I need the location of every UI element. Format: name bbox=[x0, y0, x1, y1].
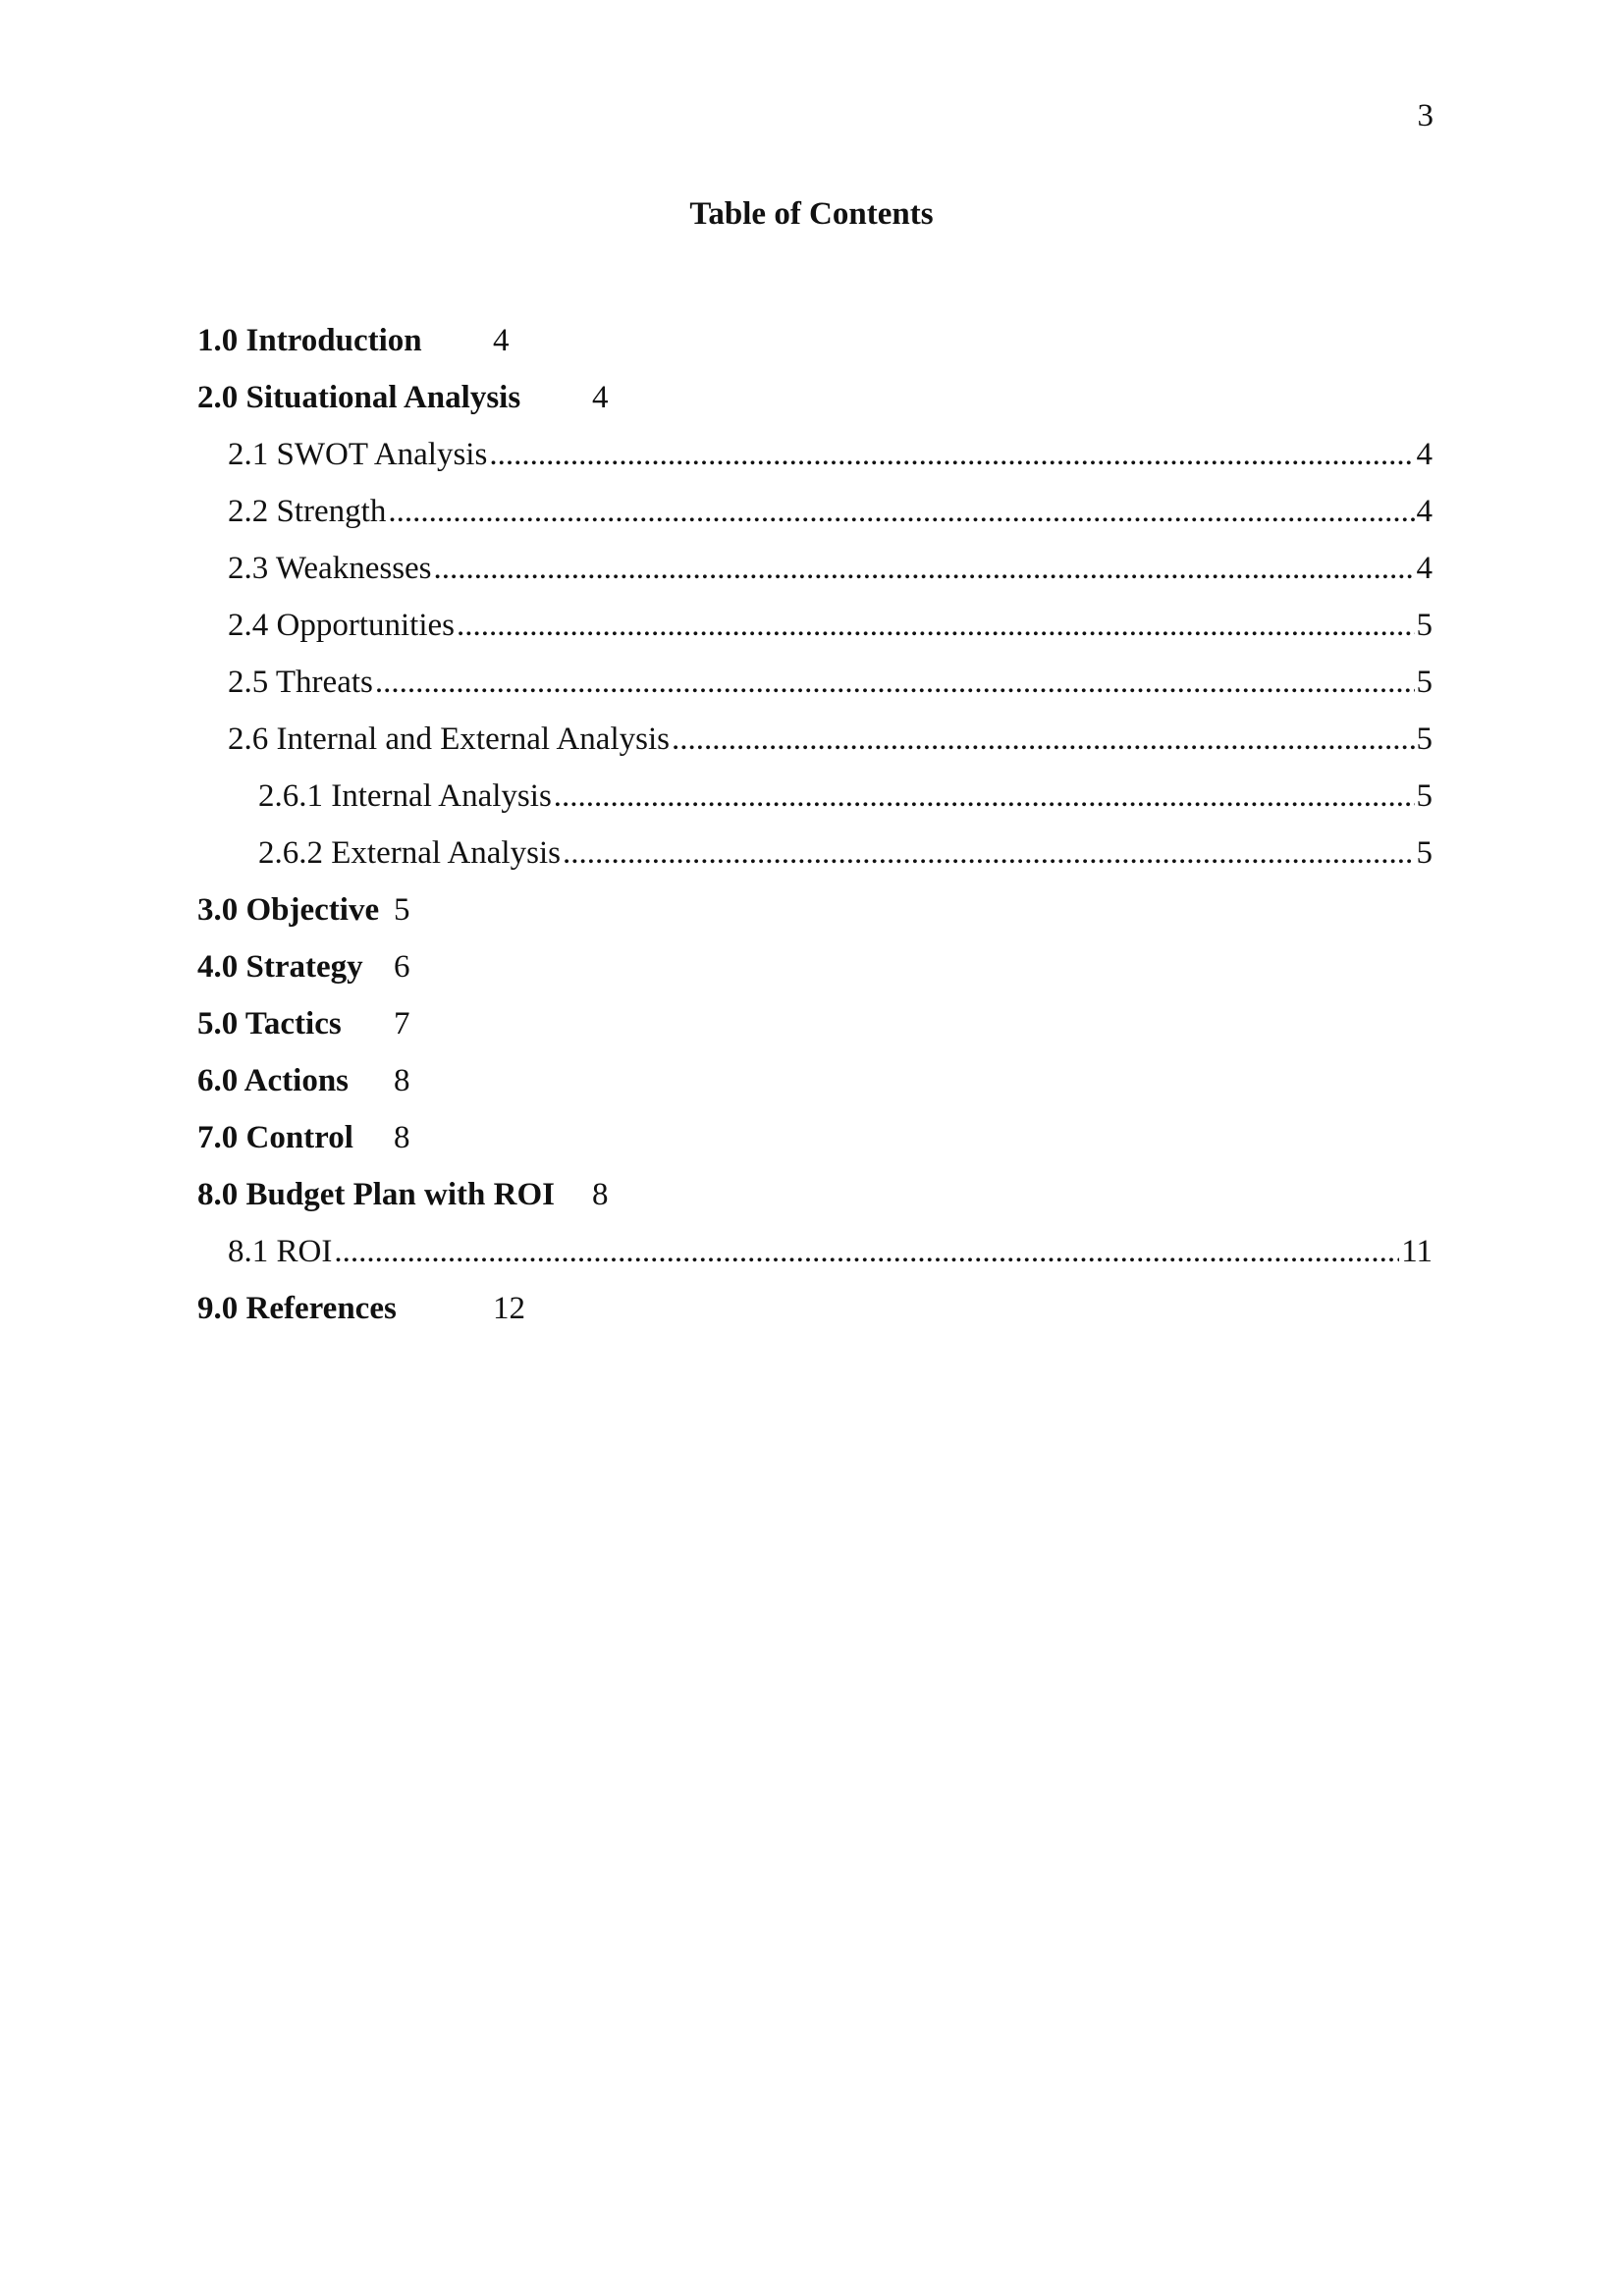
toc-entry-label: 2.6 Internal and External Analysis bbox=[228, 721, 670, 757]
toc-entry-label: 8.1 ROI bbox=[228, 1233, 333, 1269]
toc-entry-page: 4 bbox=[1416, 436, 1433, 472]
toc-entry-objective[interactable] bbox=[197, 881, 1433, 938]
toc-entry-swot-analysis[interactable] bbox=[197, 426, 1433, 483]
toc-entry-label: 9.0 References bbox=[197, 1290, 397, 1326]
dot-leader bbox=[672, 723, 1415, 756]
toc-entry-label: 2.4 Opportunities bbox=[228, 607, 455, 643]
page-number: 3 bbox=[1417, 98, 1434, 133]
toc-entry-page: 5 bbox=[1416, 834, 1433, 871]
toc-entry-label: 2.2 Strength bbox=[228, 493, 387, 529]
toc-entry-label: 6.0 Actions bbox=[197, 1062, 350, 1098]
toc-entry-label: 8.0 Budget Plan with ROI bbox=[197, 1176, 555, 1212]
toc-entry-roi[interactable] bbox=[197, 1223, 1433, 1280]
toc-entry-page: 8 bbox=[592, 1176, 609, 1212]
toc-entry-page: 4 bbox=[1416, 493, 1433, 529]
toc-entry-strategy[interactable] bbox=[197, 938, 1433, 995]
toc-entry-page: 5 bbox=[1416, 721, 1433, 757]
dot-leader bbox=[434, 553, 1415, 585]
dot-leader bbox=[489, 439, 1414, 471]
toc-entry-page: 4 bbox=[1416, 550, 1433, 586]
toc-entry-control[interactable] bbox=[197, 1109, 1433, 1166]
toc-entry-introduction[interactable] bbox=[197, 312, 1433, 369]
toc-entry-weaknesses[interactable] bbox=[197, 540, 1433, 597]
toc-entry-label: 5.0 Tactics bbox=[197, 1005, 342, 1041]
toc-entry-label: 4.0 Strategy bbox=[197, 948, 363, 985]
toc-entry-page: 4 bbox=[493, 322, 510, 358]
dot-leader bbox=[563, 837, 1415, 870]
toc-entry-page: 12 bbox=[493, 1290, 525, 1326]
toc-entry-internal-external-analysis[interactable] bbox=[197, 711, 1433, 768]
toc-entry-page: 7 bbox=[394, 1005, 410, 1041]
toc-entry-label: 2.0 Situational Analysis bbox=[197, 379, 521, 415]
toc-entry-label: 3.0 Objective bbox=[197, 891, 380, 928]
toc-entry-external-analysis[interactable] bbox=[197, 825, 1433, 881]
toc-entry-page: 5 bbox=[1416, 664, 1433, 700]
toc-entry-page: 6 bbox=[394, 948, 410, 985]
toc-entry-page: 11 bbox=[1401, 1233, 1433, 1269]
dot-leader bbox=[334, 1236, 1399, 1268]
toc-entry-references[interactable] bbox=[197, 1280, 1433, 1337]
dot-leader bbox=[375, 667, 1415, 699]
toc-entry-label: 2.3 Weaknesses bbox=[228, 550, 432, 586]
toc-title: Table of Contents bbox=[689, 196, 934, 232]
toc-entry-page: 8 bbox=[394, 1062, 410, 1098]
dot-leader bbox=[554, 780, 1415, 813]
toc-entry-label: 2.5 Threats bbox=[228, 664, 373, 700]
table-of-contents bbox=[197, 312, 1433, 1337]
toc-entry-situational-analysis[interactable] bbox=[197, 369, 1433, 426]
dot-leader bbox=[388, 496, 1414, 528]
toc-entry-budget-plan[interactable] bbox=[197, 1166, 1433, 1223]
toc-entry-page: 5 bbox=[1416, 607, 1433, 643]
toc-entry-label: 2.1 SWOT Analysis bbox=[228, 436, 488, 472]
toc-entry-label: 7.0 Control bbox=[197, 1119, 353, 1155]
toc-entry-strength[interactable] bbox=[197, 483, 1433, 540]
toc-entry-page: 8 bbox=[394, 1119, 410, 1155]
toc-entry-opportunities[interactable] bbox=[197, 597, 1433, 654]
toc-entry-page: 5 bbox=[394, 891, 410, 928]
toc-entry-internal-analysis[interactable] bbox=[197, 768, 1433, 825]
toc-entry-page: 5 bbox=[1416, 777, 1433, 814]
toc-entry-actions[interactable] bbox=[197, 1052, 1433, 1109]
toc-entry-threats[interactable] bbox=[197, 654, 1433, 711]
toc-entry-label: 2.6.1 Internal Analysis bbox=[258, 777, 552, 814]
toc-entry-page: 4 bbox=[592, 379, 609, 415]
toc-entry-tactics[interactable] bbox=[197, 995, 1433, 1052]
dot-leader bbox=[457, 610, 1415, 642]
toc-entry-label: 1.0 Introduction bbox=[197, 322, 422, 358]
toc-entry-label: 2.6.2 External Analysis bbox=[258, 834, 561, 871]
